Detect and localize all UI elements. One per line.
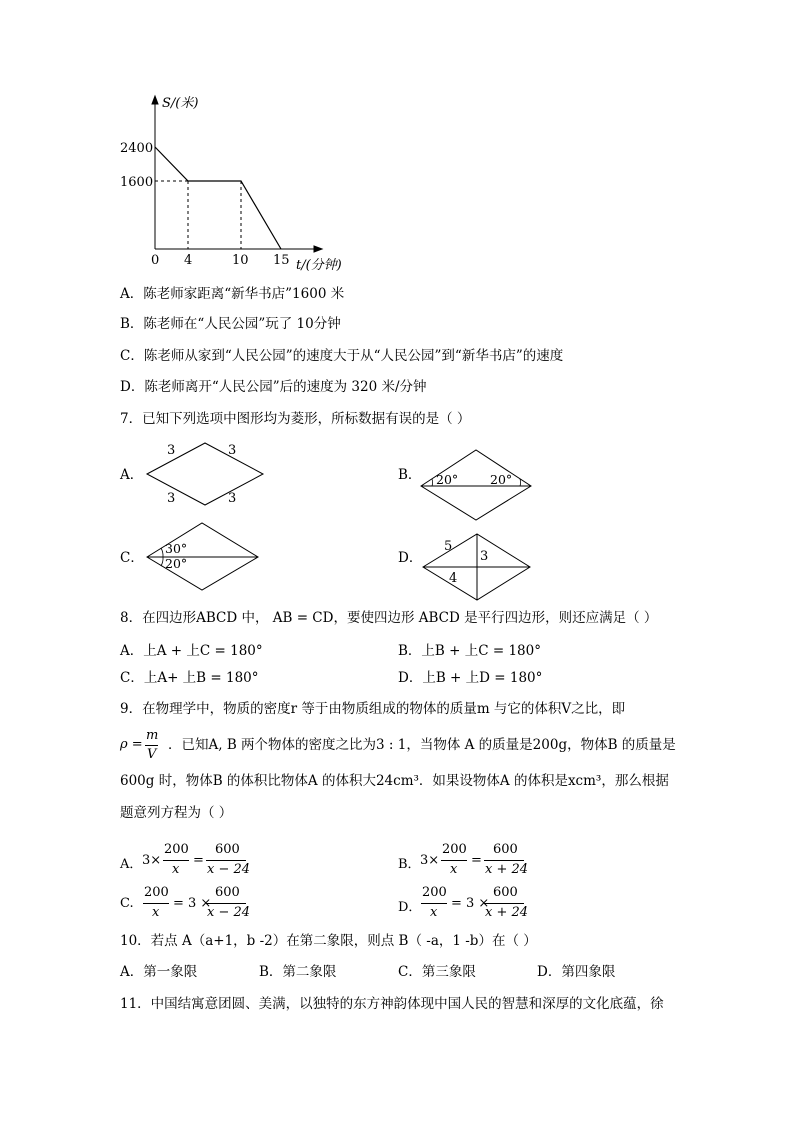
svg-text:3: 3: [167, 491, 176, 506]
svg-text:3: 3: [480, 549, 489, 564]
y-tick-1600: 1600: [120, 175, 154, 190]
q7-rhombus-c: [140, 520, 266, 592]
q6-option-d: D．陈老师离开“人民公园”后的速度为 320 米/分钟: [120, 379, 427, 395]
q8-stem: 8．在四边形ABCD 中， AB = CD，要使四边形 ABCD 是平行四边形，则还应满足（ ）: [120, 610, 658, 626]
x-axis-label: t/(分钟): [296, 258, 342, 273]
q6-option-c: C．陈老师从家到“人民公园”的速度大于从“人民公园”到“新华书店”的速度: [120, 348, 564, 364]
distance-time-graph: [120, 92, 360, 274]
q7-rhombus-a: [140, 436, 270, 508]
q6-option-b: B．陈老师在“人民公园”玩了 10分钟: [120, 316, 341, 332]
svg-text:4: 4: [449, 571, 458, 586]
q11-stem: 11．中国结寓意团圆、美满，以独特的东方神韵体现中国人民的智慧和深厚的文化底蕴，徐: [120, 996, 664, 1012]
q9-line-4: 题意列方程为（ ）: [120, 805, 233, 821]
q8-option-d: D．上B + 上D = 180°: [398, 670, 543, 686]
q6-option-a: A．陈老师家距离“新华书店”1600 米: [120, 286, 345, 302]
q9-line-1: 9．在物理学中，物质的密度r 等于由物质组成的物体的质量m 与它的体积V之比，即: [120, 701, 626, 717]
q8-option-c: C．上A+ 上B = 180°: [120, 670, 259, 686]
q10-stem: 10．若点 A（a+1，b -2）在第二象限，则点 B（ -a，1 -b）在（ ）: [120, 933, 537, 949]
q9-option-d: D． 200 x = 3 × 600 x + 24: [398, 885, 529, 920]
svg-text:3: 3: [228, 443, 237, 458]
q10-option-d: D．第四象限: [537, 964, 616, 980]
q7-option-d-label: D．: [398, 550, 423, 566]
q8-option-b: B．上B + 上C = 180°: [398, 643, 541, 659]
q7-option-a-label: A．: [120, 467, 144, 483]
x-tick-15: 15: [273, 253, 290, 268]
x-tick-4: 4: [184, 253, 193, 268]
svg-text:20°: 20°: [490, 472, 513, 487]
q7-rhombus-d: [418, 532, 536, 604]
q7-option-c-label: C．: [120, 550, 144, 566]
svg-text:3: 3: [228, 491, 237, 506]
q10-option-b: B．第二象限: [259, 964, 337, 980]
q7-stem: 7．已知下列选项中图形均为菱形，所标数据有误的是（ ）: [120, 411, 471, 427]
svg-text:5: 5: [444, 539, 453, 554]
svg-text:20°: 20°: [165, 556, 188, 571]
q10-option-c: C．第三象限: [398, 964, 476, 980]
density-formula: ρ = m V: [120, 728, 159, 762]
svg-text:20°: 20°: [436, 472, 459, 487]
x-tick-10: 10: [232, 253, 249, 268]
x-tick-0: 0: [151, 253, 160, 268]
q8-option-a: A．上A + 上C = 180°: [120, 643, 263, 659]
q9-option-b: B． 3× 200 x = 600 x + 24: [398, 842, 529, 877]
distance-line: [155, 147, 281, 249]
svg-text:3: 3: [167, 443, 176, 458]
q7-option-b-label: B．: [398, 467, 422, 483]
q10-option-a: A．第一象限: [120, 964, 198, 980]
q9-line-3: 600g 时，物体B 的体积比物体A 的体积大24cm³．如果设物体A 的体积是xcm³，那么根据: [120, 773, 669, 789]
y-axis-label: S/(米): [162, 96, 199, 111]
y-tick-2400: 2400: [120, 141, 154, 156]
q9-option-a: A． 3× 200 x = 600 x − 24: [120, 842, 251, 877]
q9-option-c: C. 200 x = 3 × 600 x − 24: [120, 885, 251, 920]
svg-text:30°: 30°: [165, 541, 188, 556]
q9-line-2: ．已知A, B 两个物体的密度之比为3 : 1，当物体 A 的质量是200g，物体B 的质量是: [168, 737, 676, 753]
q7-rhombus-b: [418, 448, 536, 524]
